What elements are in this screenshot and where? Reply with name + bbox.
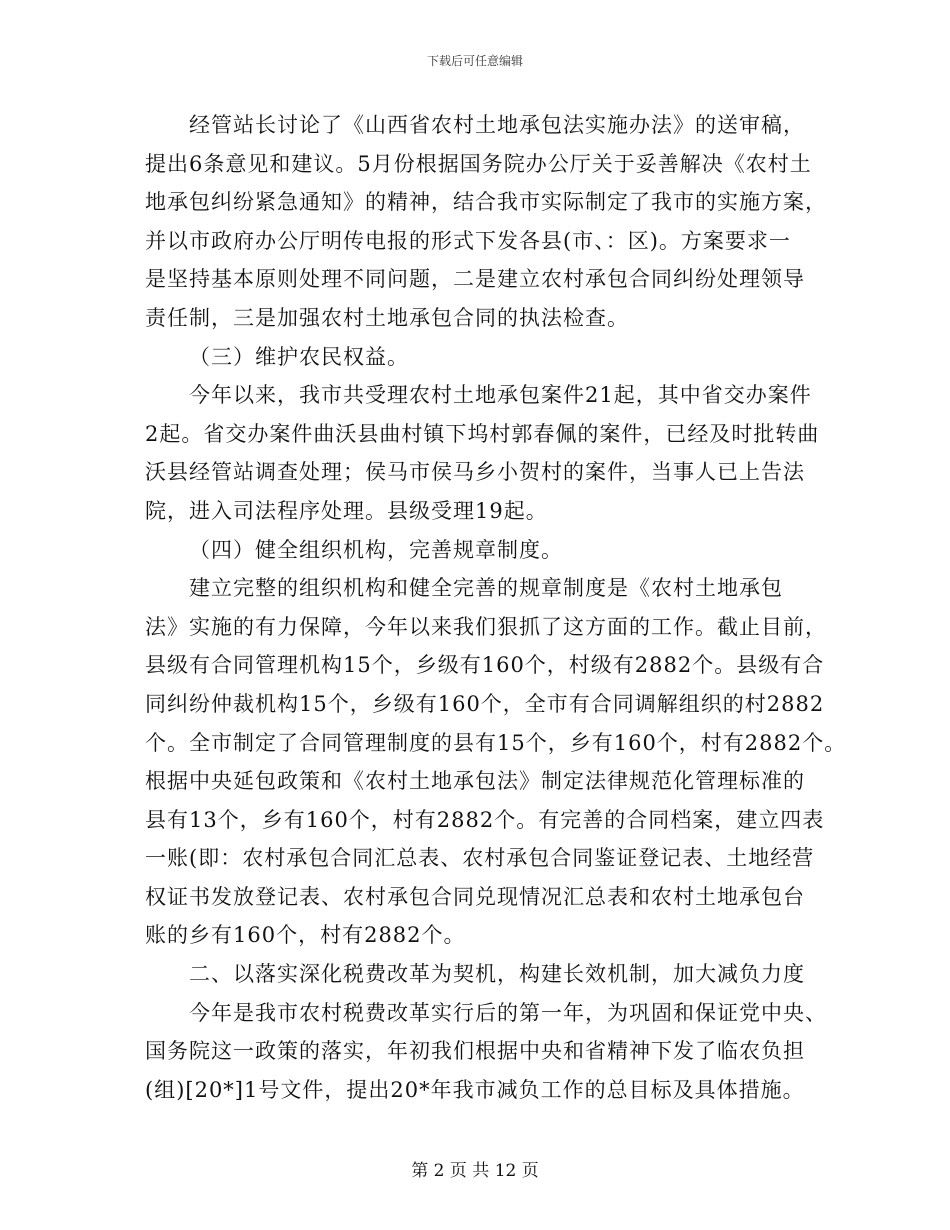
text-line: 账的乡有160个，村有2882个。 (145, 923, 466, 948)
text-line: 一账(即：农村承包合同汇总表、农村承包合同鉴证登记表、土地经营 (145, 846, 815, 871)
text-line: 同纠纷仲裁机构15个，乡级有160个，全市有合同调解组织的村2882 (145, 691, 825, 716)
text-line: 县有13个，乡有160个，村有2882个。有完善的合同档案，建立四表 (145, 807, 825, 832)
text-line: 沃县经管站调查处理；侯马市侯马乡小贺村的案件，当事人已上告法 (145, 460, 805, 485)
document-body (145, 106, 847, 1109)
text-line: 法》实施的有力保障，今年以来我们狠抓了这方面的工作。截止目前， (145, 614, 827, 639)
text-line: (组)[20*]1号文件，提出20*年我市减负工作的总目标及具体措施。 (145, 1077, 805, 1102)
section-heading: （三）维护农民权益。 (189, 344, 409, 369)
text-line: 个。全市制定了合同管理制度的县有15个，乡有160个，村有2882个。 (145, 730, 847, 755)
section-heading: （四）健全组织机构，完善规章制度。 (189, 537, 563, 562)
text-line: 建立完整的组织机构和健全完善的规章制度是《农村土地承包 (189, 576, 783, 601)
page-footer: 第 2 页 共 12 页 (411, 1161, 539, 1181)
text-line: 2起。省交办案件曲沃县曲村镇下坞村郭春佩的案件，已经及时批转曲 (145, 421, 820, 446)
text-line: 是坚持基本原则处理不同问题，二是建立农村承包合同纠纷处理领导 (145, 267, 805, 292)
text-line: 国务院这一政策的落实，年初我们根据中央和省精神下发了临农负担 (145, 1039, 805, 1064)
text-line: 今年是我市农村税费改革实行后的第一年，为巩固和保证党中央、 (189, 1000, 827, 1025)
text-line: 并以市政府办公厅明传电报的形式下发各县(市、：区)。方案要求一 (145, 228, 791, 253)
section-heading: 二、以落实深化税费改革为契机，构建长效机制，加大减负力度 (189, 962, 805, 987)
text-line: 地承包纠纷紧急通知》的精神，结合我市实际制定了我市的实施方案， (145, 190, 827, 215)
text-line: 今年以来，我市共受理农村土地承包案件21起，其中省交办案件 (189, 383, 812, 408)
text-line: 责任制，三是加强农村土地承包合同的执法检查。 (145, 305, 629, 330)
text-line: 院，进入司法程序处理。县级受理19起。 (145, 498, 548, 523)
text-line: 根据中央延包政策和《农村土地承包法》制定法律规范化管理标准的 (145, 769, 805, 794)
text-line: 经管站长讨论了《山西省农村土地承包法实施办法》的送审稿， (189, 113, 805, 137)
text-line: 县级有合同管理机构15个，乡级有160个，村级有2882个。县级有合 (145, 653, 825, 678)
text-line: 提出6条意见和建议。5月份根据国务院办公厅关于妥善解决《农村土 (145, 151, 812, 176)
page-header: 下载后可任意编辑 (426, 54, 523, 68)
text-line: 权证书发放登记表、农村承包合同兑现情况汇总表和农村土地承包台 (145, 884, 805, 909)
